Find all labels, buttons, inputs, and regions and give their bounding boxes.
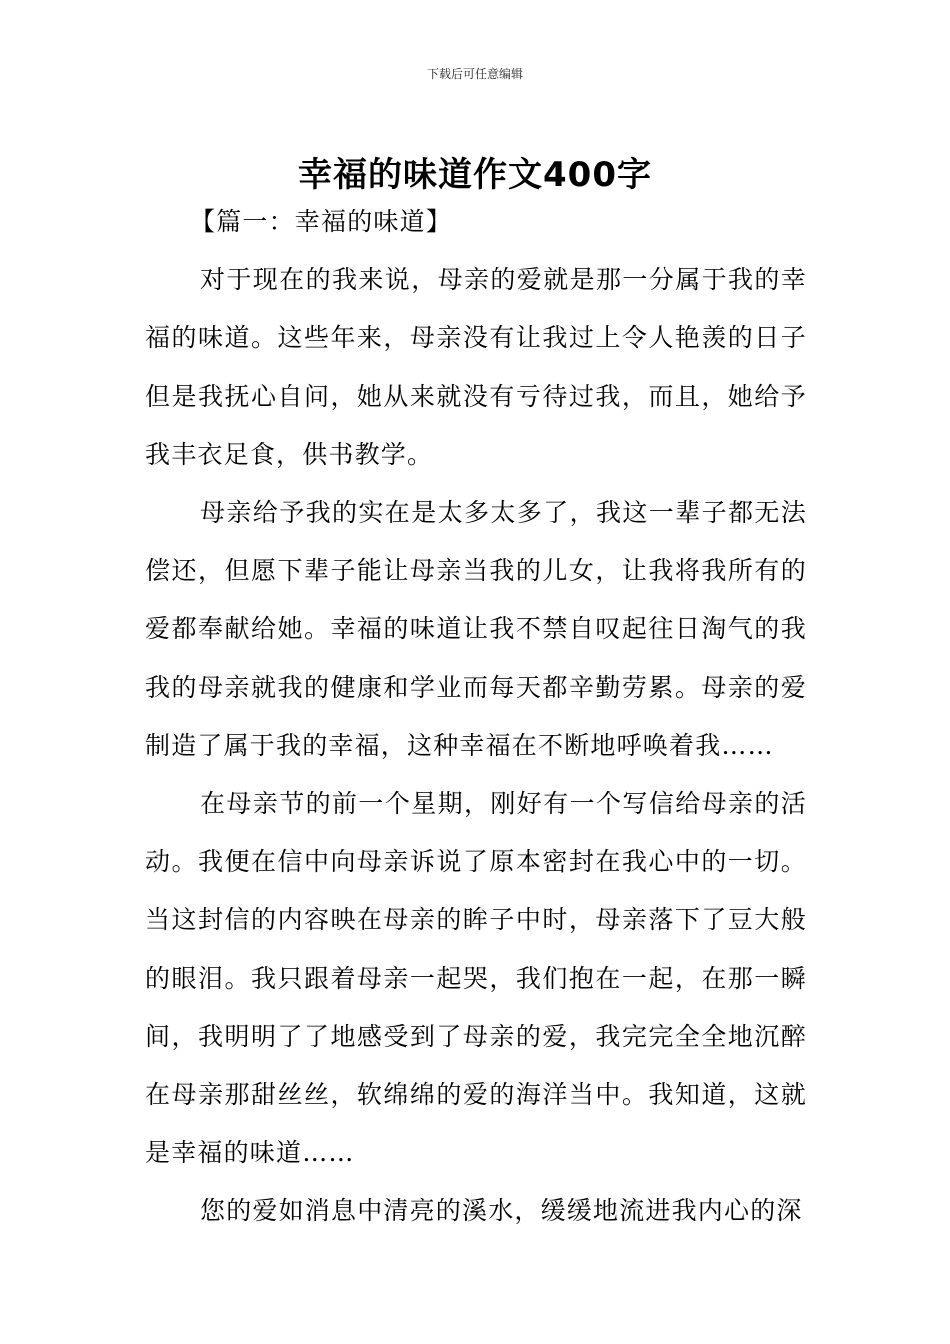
- paragraph-3: 在母亲节的前一个星期，刚好有一个写信给母亲的活动。我便在信中向母亲诉说了原本密封在我心中的一切。当这封信的内容映在母亲的眸子中时，母亲落下了豆大般的眼泪。我只跟着母亲一起哭，我们抱在一起，在那一瞬间，我明明了了地感受到了母亲的爱，我完完全全地沉醉在母亲那甜丝丝，软绵绵的爱的海洋当中。我知道，这就是幸福的味道……: [145, 789, 807, 1168]
- paragraph-4: 您的爱如消息中清亮的溪水，缓缓地流进我内心的深: [200, 1196, 803, 1226]
- document-title: 幸福的味道作文400字: [298, 154, 652, 195]
- document-body: [145, 193, 807, 1241]
- paragraph-1: 对于现在的我来说，母亲的爱就是那一分属于我的幸福的味道。这些年来，母亲没有让我过上令人艳羡的日子但是我抚心自问，她从来就没有亏待过我，而且，她给予我丰衣足食，供书教学。: [145, 265, 807, 469]
- paragraph-2: 母亲给予我的实在是太多太多了，我这一辈子都无法偿还，但愿下辈子能让母亲当我的儿女，让我将我所有的爱都奉献给她。幸福的味道让我不禁自叹起往日淘气的我我的母亲就我的健康和学业而每天都辛勤劳累。母亲的爱制造了属于我的幸福，这种幸福在不断地呼唤着我……: [145, 498, 807, 760]
- page-header-note: 下载后可任意编辑: [426, 67, 523, 81]
- section-heading: 【篇一：幸福的味道】: [190, 207, 453, 236]
